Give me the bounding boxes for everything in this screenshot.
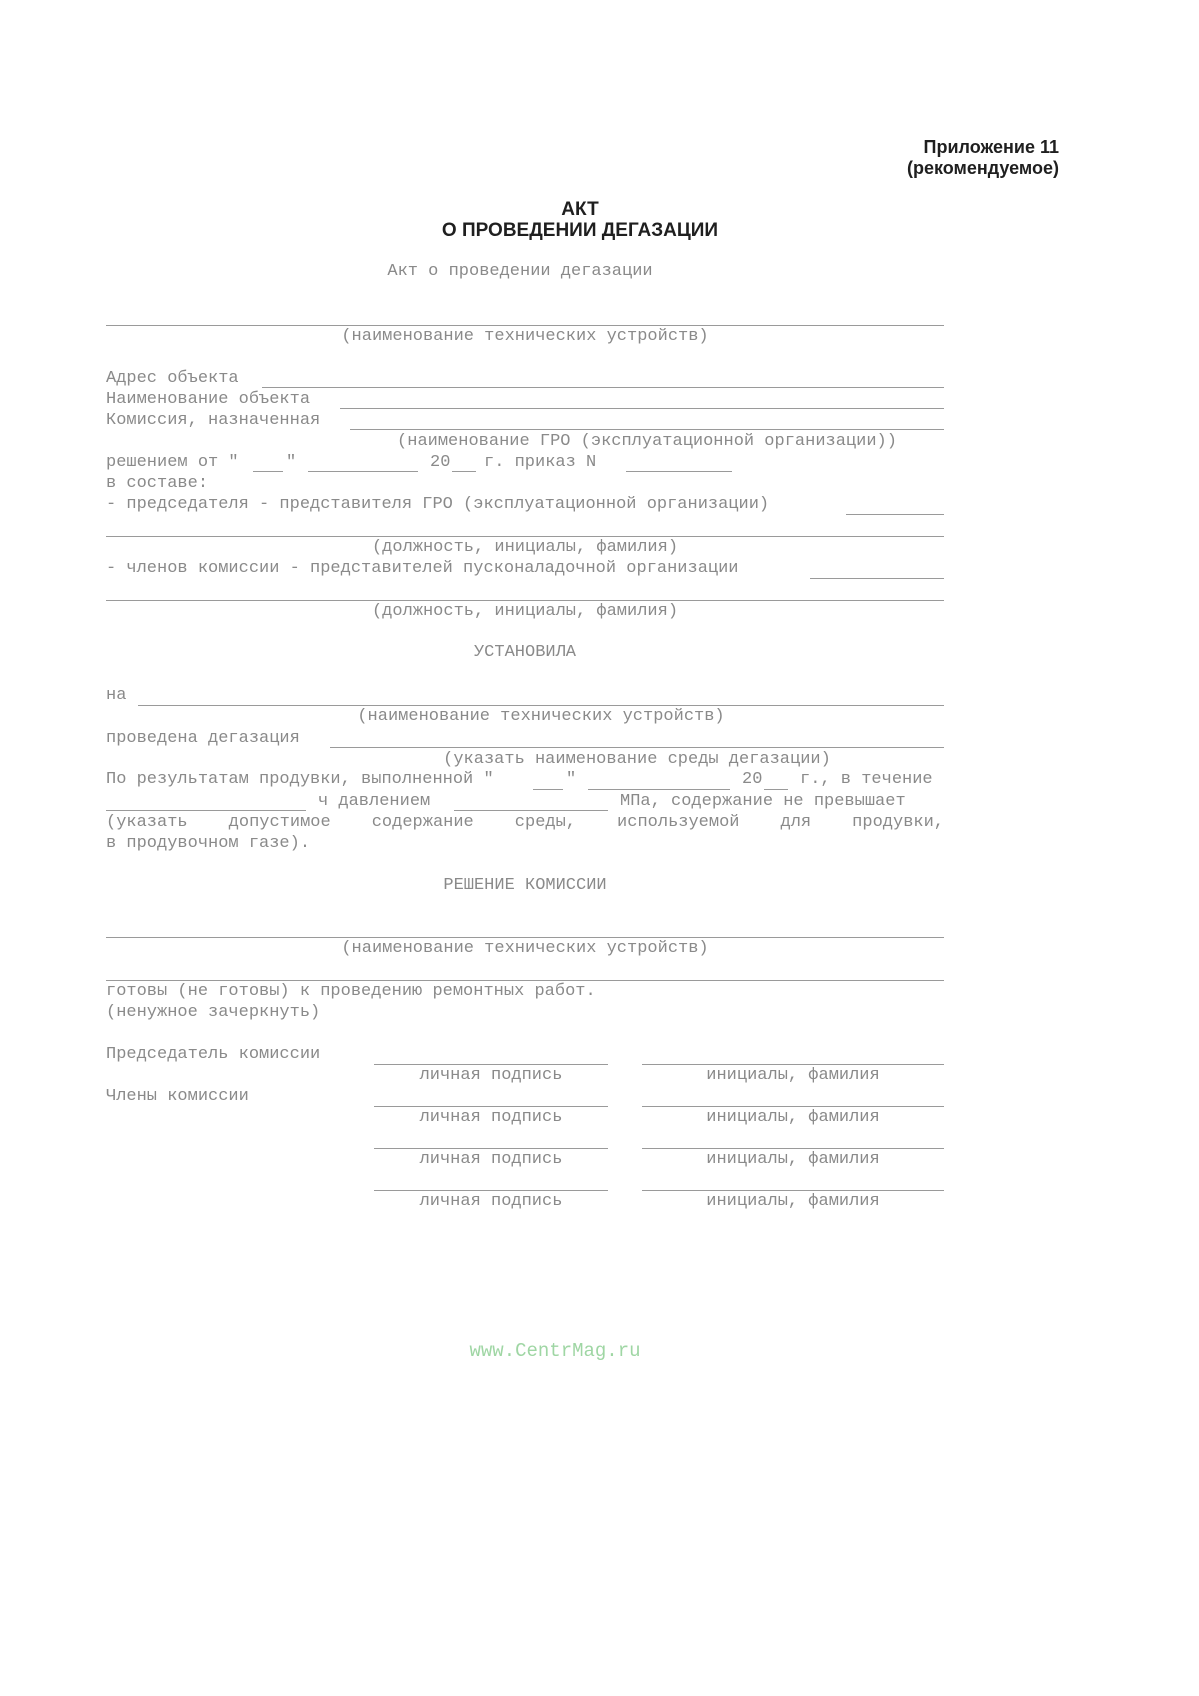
object-name-field[interactable]	[340, 408, 944, 409]
address-label: Адрес объекта	[106, 369, 239, 388]
initials-caption: инициалы, фамилия	[706, 1108, 880, 1127]
member3-initials-field[interactable]	[642, 1190, 944, 1191]
on-field[interactable]	[138, 705, 944, 706]
document-subtitle: Акт о проведении дегазации	[387, 262, 653, 281]
results-year-prefix: 20	[742, 770, 763, 789]
results-year-field[interactable]	[764, 789, 788, 790]
results-during: г., в течение	[800, 770, 933, 789]
results-day-field[interactable]	[533, 789, 563, 790]
gro-name-caption: (наименование ГРО (эксплуатационной организации))	[397, 432, 897, 451]
on-caption: (наименование технических устройств)	[357, 707, 725, 726]
members-signature-label: Члены комиссии	[106, 1087, 249, 1106]
document-title-sub: О ПРОВЕДЕНИИ ДЕГАЗАЦИИ	[441, 220, 719, 241]
members-field[interactable]	[810, 578, 944, 579]
chairman-label: - председателя - представителя ГРО (эксплуатационной организации)	[106, 495, 770, 514]
signature-caption: личная подпись	[419, 1066, 563, 1085]
decision-devices-caption: (наименование технических устройств)	[341, 939, 709, 958]
mpa-label: МПа, содержание не превышает	[620, 792, 906, 811]
watermark: www.CentrMag.ru	[469, 1340, 641, 1362]
section-established: УСТАНОВИЛА	[473, 643, 577, 662]
address-field[interactable]	[262, 387, 944, 388]
order-number-field[interactable]	[626, 471, 732, 472]
hours-pressure-label: ч давлением	[318, 792, 431, 811]
initials-caption: инициалы, фамилия	[706, 1192, 880, 1211]
signature-caption: личная подпись	[419, 1192, 563, 1211]
content-note-line: (указать допустимое содержание среды, используемой для продувки,	[106, 813, 944, 832]
decision-day-field[interactable]	[253, 471, 283, 472]
chairman-initials-field[interactable]	[642, 1064, 944, 1065]
member1-initials-field[interactable]	[642, 1106, 944, 1107]
document-title: АКТ	[561, 199, 599, 220]
composition-label: в составе:	[106, 474, 209, 493]
signature-caption: личная подпись	[419, 1108, 563, 1127]
member2-initials-field[interactable]	[642, 1148, 944, 1149]
pressure-field[interactable]	[454, 810, 608, 811]
decision-year-field[interactable]	[452, 471, 476, 472]
initials-caption: инициалы, фамилия	[706, 1066, 880, 1085]
member3-signature-field[interactable]	[374, 1190, 608, 1191]
chairman-signature-label: Председатель комиссии	[106, 1045, 321, 1064]
members-caption: (должность, инициалы, фамилия)	[371, 602, 679, 621]
appendix-number: Приложение 11	[923, 137, 1059, 157]
decision-label: решением от "	[106, 453, 239, 472]
order-label: г. приказ N	[484, 453, 597, 472]
strike-note: (ненужное зачеркнуть)	[106, 1003, 321, 1022]
medium-caption: (указать наименование среды дегазации)	[443, 750, 831, 769]
results-month-field[interactable]	[588, 789, 730, 790]
commission-label: Комиссия, назначенная	[106, 411, 321, 430]
members-field-2[interactable]	[106, 600, 944, 601]
tech-devices-caption: (наименование технических устройств)	[341, 327, 709, 346]
degassing-field[interactable]	[330, 747, 944, 748]
section-decision: РЕШЕНИЕ КОМИССИИ	[443, 876, 607, 895]
signature-caption: личная подпись	[419, 1150, 563, 1169]
results-label: По результатам продувки, выполненной "	[106, 770, 494, 789]
chairman-caption: (должность, инициалы, фамилия)	[371, 538, 679, 557]
initials-caption: инициалы, фамилия	[706, 1150, 880, 1169]
members-label: - членов комиссии - представителей пусконаладочной организации	[106, 559, 739, 578]
object-name-label: Наименование объекта	[106, 390, 311, 409]
appendix-type: (рекомендуемое)	[907, 158, 1059, 178]
ready-text: готовы (не готовы) к проведению ремонтных работ.	[106, 982, 596, 1001]
results-quote: "	[566, 770, 577, 789]
chairman-signature-field[interactable]	[374, 1064, 608, 1065]
chairman-field[interactable]	[846, 514, 944, 515]
decision-month-field[interactable]	[308, 471, 418, 472]
decision-year-prefix: 20	[430, 453, 451, 472]
degassing-label: проведена дегазация	[106, 729, 300, 748]
tech-devices-line	[106, 325, 944, 326]
decision-devices-field-2[interactable]	[106, 980, 944, 981]
on-label: на	[106, 686, 127, 705]
hours-field[interactable]	[106, 810, 306, 811]
decision-devices-field[interactable]	[106, 937, 944, 938]
member1-signature-field[interactable]	[374, 1106, 608, 1107]
content-note-line-2: в продувочном газе).	[106, 834, 311, 853]
commission-field[interactable]	[350, 429, 944, 430]
chairman-field-2[interactable]	[106, 536, 944, 537]
member2-signature-field[interactable]	[374, 1148, 608, 1149]
decision-quote: "	[286, 453, 297, 472]
